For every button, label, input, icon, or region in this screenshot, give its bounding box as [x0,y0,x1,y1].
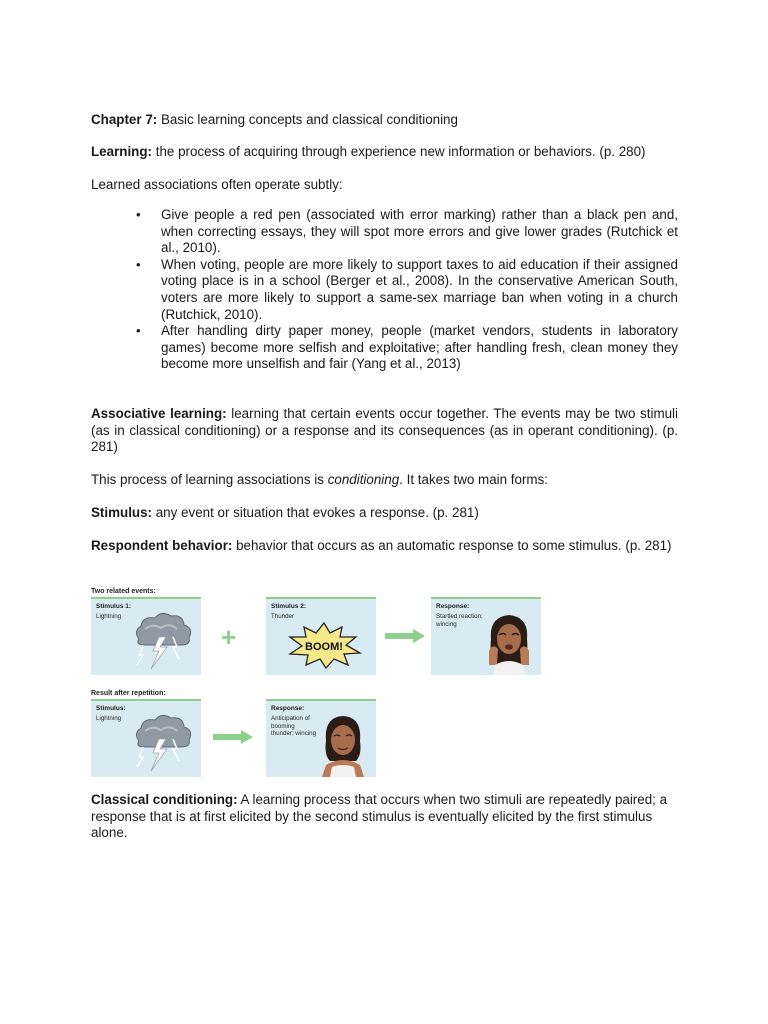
associative-text: learning that certain events occur together. The events may be two stimuli (as in classical conditioning) or a response and its consequences (as in operant conditioning). (p. 281) [91,406,679,455]
associations-list [91,207,678,373]
panel-title: Stimulus 1: [96,603,132,610]
plus-icon: + [221,622,237,652]
response-2-panel [266,699,376,777]
learning-term: Learning: [91,144,153,159]
panel-title: Response: [271,705,305,712]
storm-cloud-lightning-icon [129,609,197,671]
respondent-term: Respondent behavior: [91,538,233,553]
stimulus-2-panel [266,597,376,675]
conditioning-text-after: . It takes two main forms: [399,472,548,487]
stimulus-term: Stimulus: [91,505,153,520]
panel-title: Stimulus: [96,705,126,712]
response-1-panel [431,597,541,675]
arrow-right-icon [213,730,253,744]
storm-cloud-lightning-icon [129,711,197,773]
figure-bottom-label: Result after repetition: [91,690,166,697]
startled-woman-icon [485,609,533,675]
associations-intro: Learned associations often operate subtly: [91,177,343,192]
stimulus-text: any event or situation that evokes a response. (p. 281) [152,505,479,520]
stimulus-definition [91,505,678,522]
stimulus-1-panel [91,597,201,675]
associative-term: Associative learning: [91,406,227,421]
stimulus-after-panel [91,699,201,777]
panel-description: Thunder [271,613,295,620]
panel-description: Anticipation of booming thunder; wincing [271,715,317,738]
figure-top-label: Two related events: [91,588,156,595]
respondent-behavior-definition [91,538,678,555]
conditioning-intro [91,472,678,489]
learning-text: the process of acquiring through experience new information or behaviors. (p. 280) [152,144,646,159]
conditioning-text-before: This process of learning associations is [91,472,328,487]
classical-conditioning-definition [91,792,678,842]
panel-description: Lightning [96,715,122,722]
anticipating-woman-icon [318,711,368,777]
classical-term: Classical conditioning: [91,792,238,807]
panel-title: Response: [436,603,470,610]
boom-label: BOOM! [305,641,343,653]
panel-title: Stimulus 2: [271,603,307,610]
classical-text: A learning process that occurs when two stimuli are repeatedly paired; a response that is at first elicited by the second stimulus is eventually elicited by the first stimulus alone. [91,792,668,841]
boom-burst-icon [286,621,362,669]
respondent-text: behavior that occurs as an automatic response to some stimulus. (p. 281) [232,538,672,553]
chapter-title: Basic learning concepts and classical conditioning [157,112,458,127]
panel-description: Startled reaction; wincing [436,613,483,628]
associative-learning-definition [91,406,678,456]
chapter-heading [91,112,678,129]
conditioning-term: conditioning [327,472,400,487]
list-item: • After handling dirty paper money, people (market vendors, students in laboratory games) become more selfish and exploitative; after handling fresh, clean money they become more unselfish and fair (Yang et al., 2013) [161,323,678,373]
learning-definition [91,144,678,161]
chapter-label: Chapter 7: [91,112,158,127]
list-item: • When voting, people are more likely to support taxes to aid education if their assigned voting place is in a school (Berger et al., 2008). In the conservative American South, voters are more likely to support a same-sex marriage ban when voting in a church (Rutchick, 2010). [161,257,678,323]
list-item: • Give people a red pen (associated with error marking) rather than a black pen and, when correcting essays, they will spot more errors and give lower grades (Rutchick et al., 2010). [161,207,678,257]
classical-conditioning-figure [89,582,545,776]
arrow-right-icon [385,629,425,643]
panel-description: Lightning [96,613,122,620]
